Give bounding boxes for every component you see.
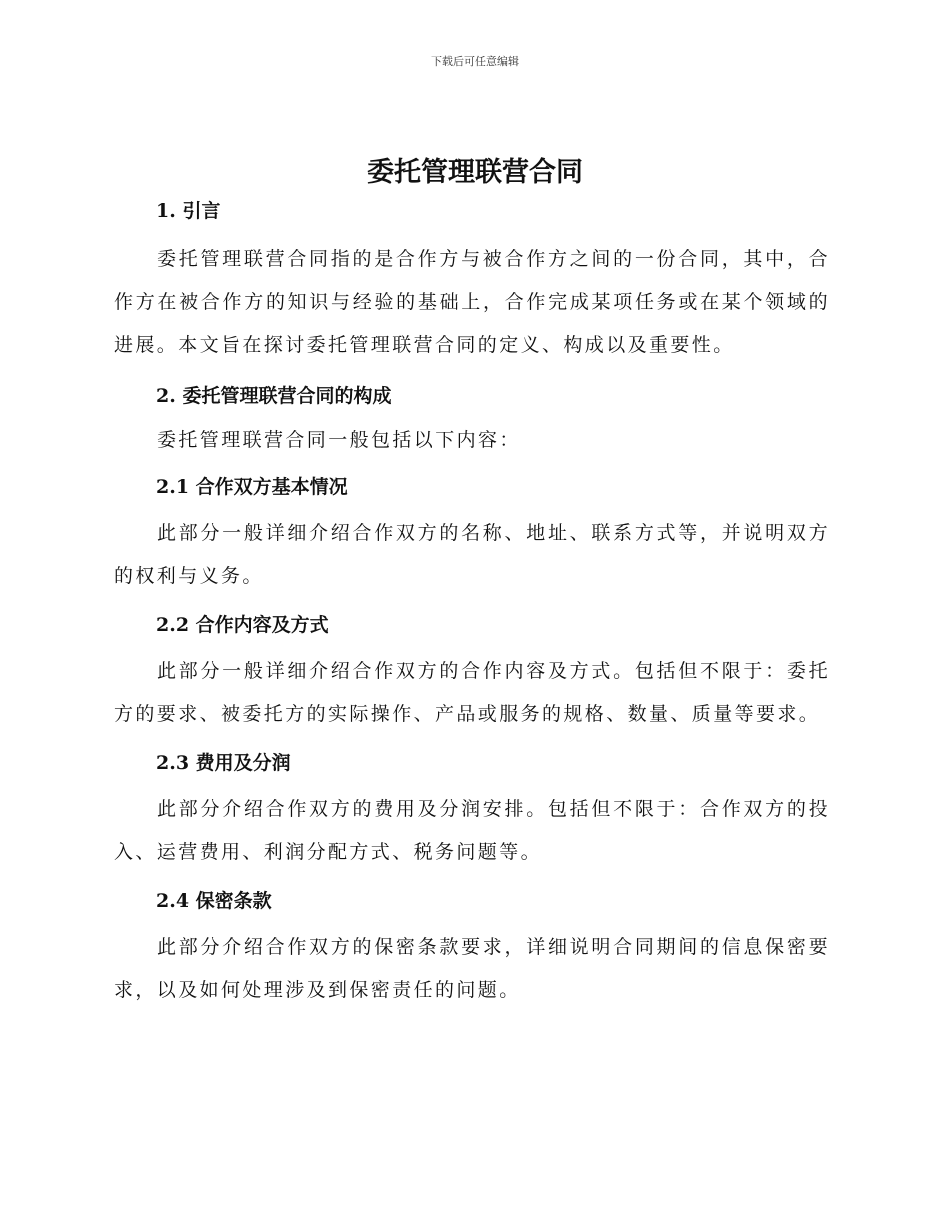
section-heading-2-2: 2.2 合作内容及方式 [156, 614, 329, 636]
section-heading-2-4: 2.4 保密条款 [156, 890, 272, 912]
section-paragraph-2-4: 此部分介绍合作双方的保密条款要求，详细说明合同期间的信息保密要求，以及如何处理涉及到保密责任的问题。 [114, 936, 830, 1001]
document-title: 委托管理联营合同 [367, 157, 583, 188]
section-paragraph-2-2: 此部分一般详细介绍合作双方的合作内容及方式。包括但不限于：委托方的要求、被委托方的实际操作、产品或服务的规格、数量、质量等要求。 [114, 660, 830, 725]
section-heading-2-1: 2.1 合作双方基本情况 [156, 476, 348, 498]
section-heading-2-3: 2.3 费用及分润 [156, 752, 291, 774]
section-paragraph-2-3: 此部分介绍合作双方的费用及分润安排。包括但不限于：合作双方的投入、运营费用、利润分配方式、税务问题等。 [114, 798, 830, 863]
section-paragraph-2: 委托管理联营合同一般包括以下内容： [157, 429, 521, 451]
section-heading-2: 2. 委托管理联营合同的构成 [156, 385, 392, 407]
document-body [114, 194, 830, 1012]
header-note: 下载后可任意编辑 [431, 55, 519, 68]
section-paragraph-2-1: 此部分一般详细介绍合作双方的名称、地址、联系方式等，并说明双方的权利与义务。 [114, 522, 830, 587]
section-paragraph-1: 委托管理联营合同指的是合作方与被合作方之间的一份合同，其中，合作方在被合作方的知识与经验的基础上，合作完成某项任务或在某个领域的进展。本文旨在探讨委托管理联营合同的定义、构成以及重要性。 [114, 248, 830, 356]
section-heading-1: 1. 引言 [156, 200, 221, 222]
